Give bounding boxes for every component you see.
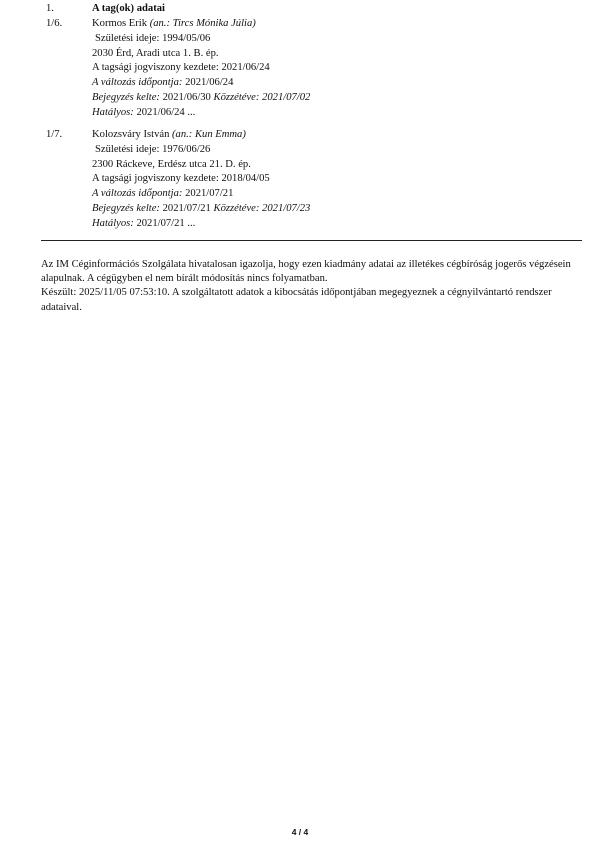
- member-name-line: [92, 128, 562, 143]
- section-number: 1.: [46, 3, 54, 14]
- mother-name: (an.: Tircs Mónika Júlia): [149, 18, 256, 29]
- birth-date: Születési ideje: 1976/06/26: [95, 143, 211, 155]
- entry-body: [92, 17, 562, 121]
- entry-body: [92, 128, 562, 232]
- change-date-label: A változás időpontja:: [92, 188, 183, 200]
- change-date-line: [92, 76, 562, 91]
- member-name: Kormos Erik: [92, 18, 148, 29]
- mother-name: (an.: Kun Emma): [172, 129, 246, 140]
- registration-label: Bejegyzés kelte:: [92, 91, 160, 103]
- member-name-line: [92, 17, 562, 32]
- page-number: 4 / 4: [291, 827, 309, 837]
- birth-date: Születési ideje: 1994/05/06: [95, 32, 211, 44]
- certification-block: [41, 258, 586, 315]
- effective-value: 2021/06/24 ...: [136, 106, 196, 118]
- section-title: A tag(ok) adatai: [92, 3, 165, 14]
- membership-start: A tagsági jogviszony kezdete: 2018/04/05: [92, 173, 270, 185]
- member-name: Kolozsváry István: [92, 129, 170, 140]
- effective-line: [92, 106, 562, 121]
- effective-label: Hatályos:: [92, 217, 134, 229]
- registration-value: 2021/07/21: [162, 202, 211, 214]
- registration-label: Bejegyzés kelte:: [92, 202, 160, 214]
- change-date-value: 2021/06/24: [185, 77, 234, 89]
- change-date-label: A változás időpontja:: [92, 77, 183, 89]
- published-label: Közzétéve:: [213, 91, 260, 103]
- divider-line: [41, 240, 582, 241]
- change-date-value: 2021/07/21: [185, 188, 234, 200]
- address: 2300 Ráckeve, Erdész utca 21. D. ép.: [92, 158, 251, 170]
- published-value: 2021/07/23: [262, 202, 311, 214]
- registration-value: 2021/06/30: [162, 91, 211, 103]
- membership-start: A tagsági jogviszony kezdete: 2021/06/24: [92, 62, 270, 74]
- published-value: 2021/07/02: [262, 91, 311, 103]
- effective-line: [92, 217, 562, 232]
- effective-label: Hatályos:: [92, 106, 134, 118]
- address: 2030 Érd, Aradi utca 1. B. ép.: [92, 47, 219, 59]
- entry-number: 1/7.: [46, 129, 63, 140]
- effective-value: 2021/07/21 ...: [136, 217, 196, 229]
- published-label: Közzétéve:: [213, 202, 260, 214]
- change-date-line: [92, 187, 562, 202]
- registration-line: [92, 202, 562, 217]
- certification-text: Az IM Céginformációs Szolgálata hivatalosan igazolja, hogy ezen kiadmány adatai az illetékes cégbíróság jogerős végzésein alapulnak. A cégügyben el nem bírált módosítás nincs folyamatban.: [41, 259, 571, 285]
- created-text: Készült: 2025/11/05 07:53:10. A szolgáltatott adatok a kibocsátás időpontjában megegyeznek a cégnyilvántartó rendszer adataival.: [41, 287, 552, 313]
- registration-line: [92, 91, 562, 106]
- entry-number: 1/6.: [46, 18, 63, 29]
